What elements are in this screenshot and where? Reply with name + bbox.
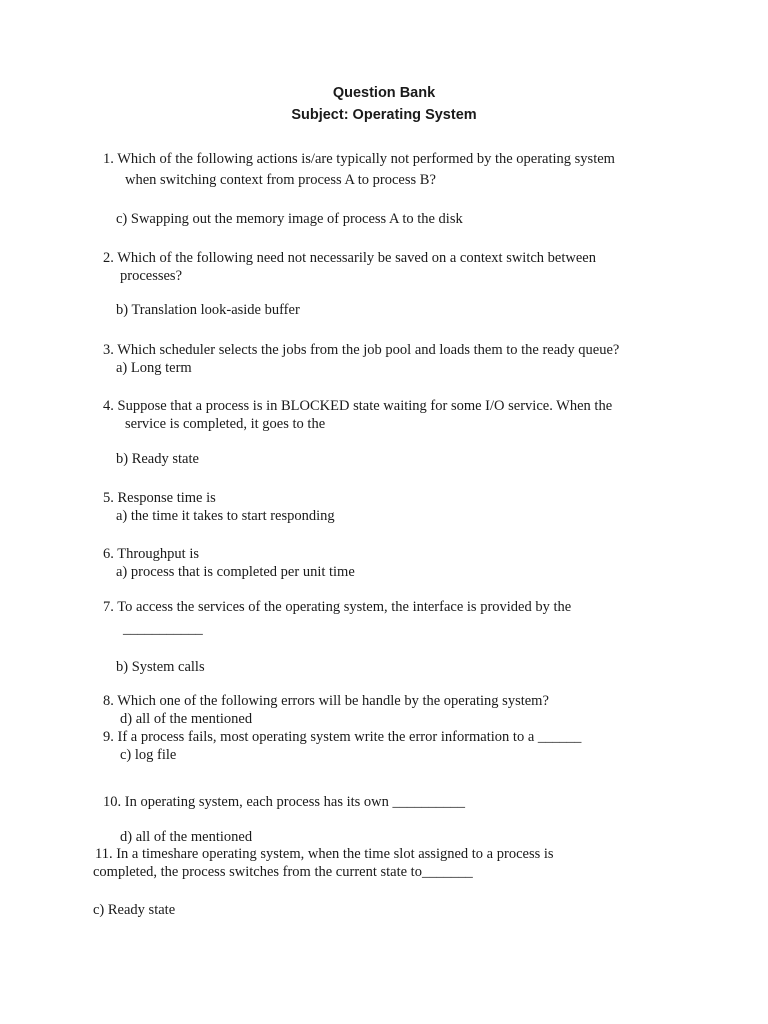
question-2-line-2: processes? — [120, 268, 183, 284]
answer-5: a) the time it takes to start responding — [116, 508, 335, 524]
question-5-line-1: 5. Response time is — [103, 490, 216, 506]
document-subject: Subject: Operating System — [291, 107, 477, 123]
answer-10: d) all of the mentioned — [120, 829, 253, 845]
question-9-line-1: 9. If a process fails, most operating system write the error information to a ______ — [103, 729, 582, 745]
answer-3: a) Long term — [116, 360, 192, 376]
question-11-line-1: 11. In a timeshare operating system, when the time slot assigned to a process is — [95, 846, 554, 862]
question-1-line-1: 1. Which of the following actions is/are typically not performed by the operating system — [103, 151, 615, 167]
question-1-line-2: when switching context from process A to process B? — [125, 172, 436, 188]
question-6-line-1: 6. Throughput is — [103, 546, 199, 562]
question-3-line-1: 3. Which scheduler selects the jobs from the job pool and loads them to the ready queue? — [103, 342, 620, 358]
answer-1: c) Swapping out the memory image of process A to the disk — [116, 211, 463, 227]
question-4-line-2: service is completed, it goes to the — [125, 416, 326, 432]
question-7-line-2: ___________ — [123, 621, 203, 637]
answer-4: b) Ready state — [116, 451, 199, 467]
answer-11: c) Ready state — [93, 902, 176, 918]
answer-2: b) Translation look-aside buffer — [116, 302, 300, 318]
answer-6: a) process that is completed per unit time — [116, 564, 355, 580]
question-7-line-1: 7. To access the services of the operating system, the interface is provided by the — [103, 599, 572, 615]
question-11-line-2: completed, the process switches from the current state to_______ — [93, 864, 473, 880]
answer-8: d) all of the mentioned — [120, 711, 253, 727]
question-10-line-1: 10. In operating system, each process has its own __________ — [103, 794, 466, 810]
answer-9: c) log file — [120, 747, 177, 763]
question-2-line-1: 2. Which of the following need not necessarily be saved on a context switch between — [103, 250, 596, 266]
question-8-line-1: 8. Which one of the following errors will be handle by the operating system? — [103, 693, 549, 709]
answer-7: b) System calls — [116, 659, 205, 675]
question-4-line-1: 4. Suppose that a process is in BLOCKED state waiting for some I/O service. When the — [103, 398, 613, 414]
document-title: Question Bank — [332, 85, 436, 101]
